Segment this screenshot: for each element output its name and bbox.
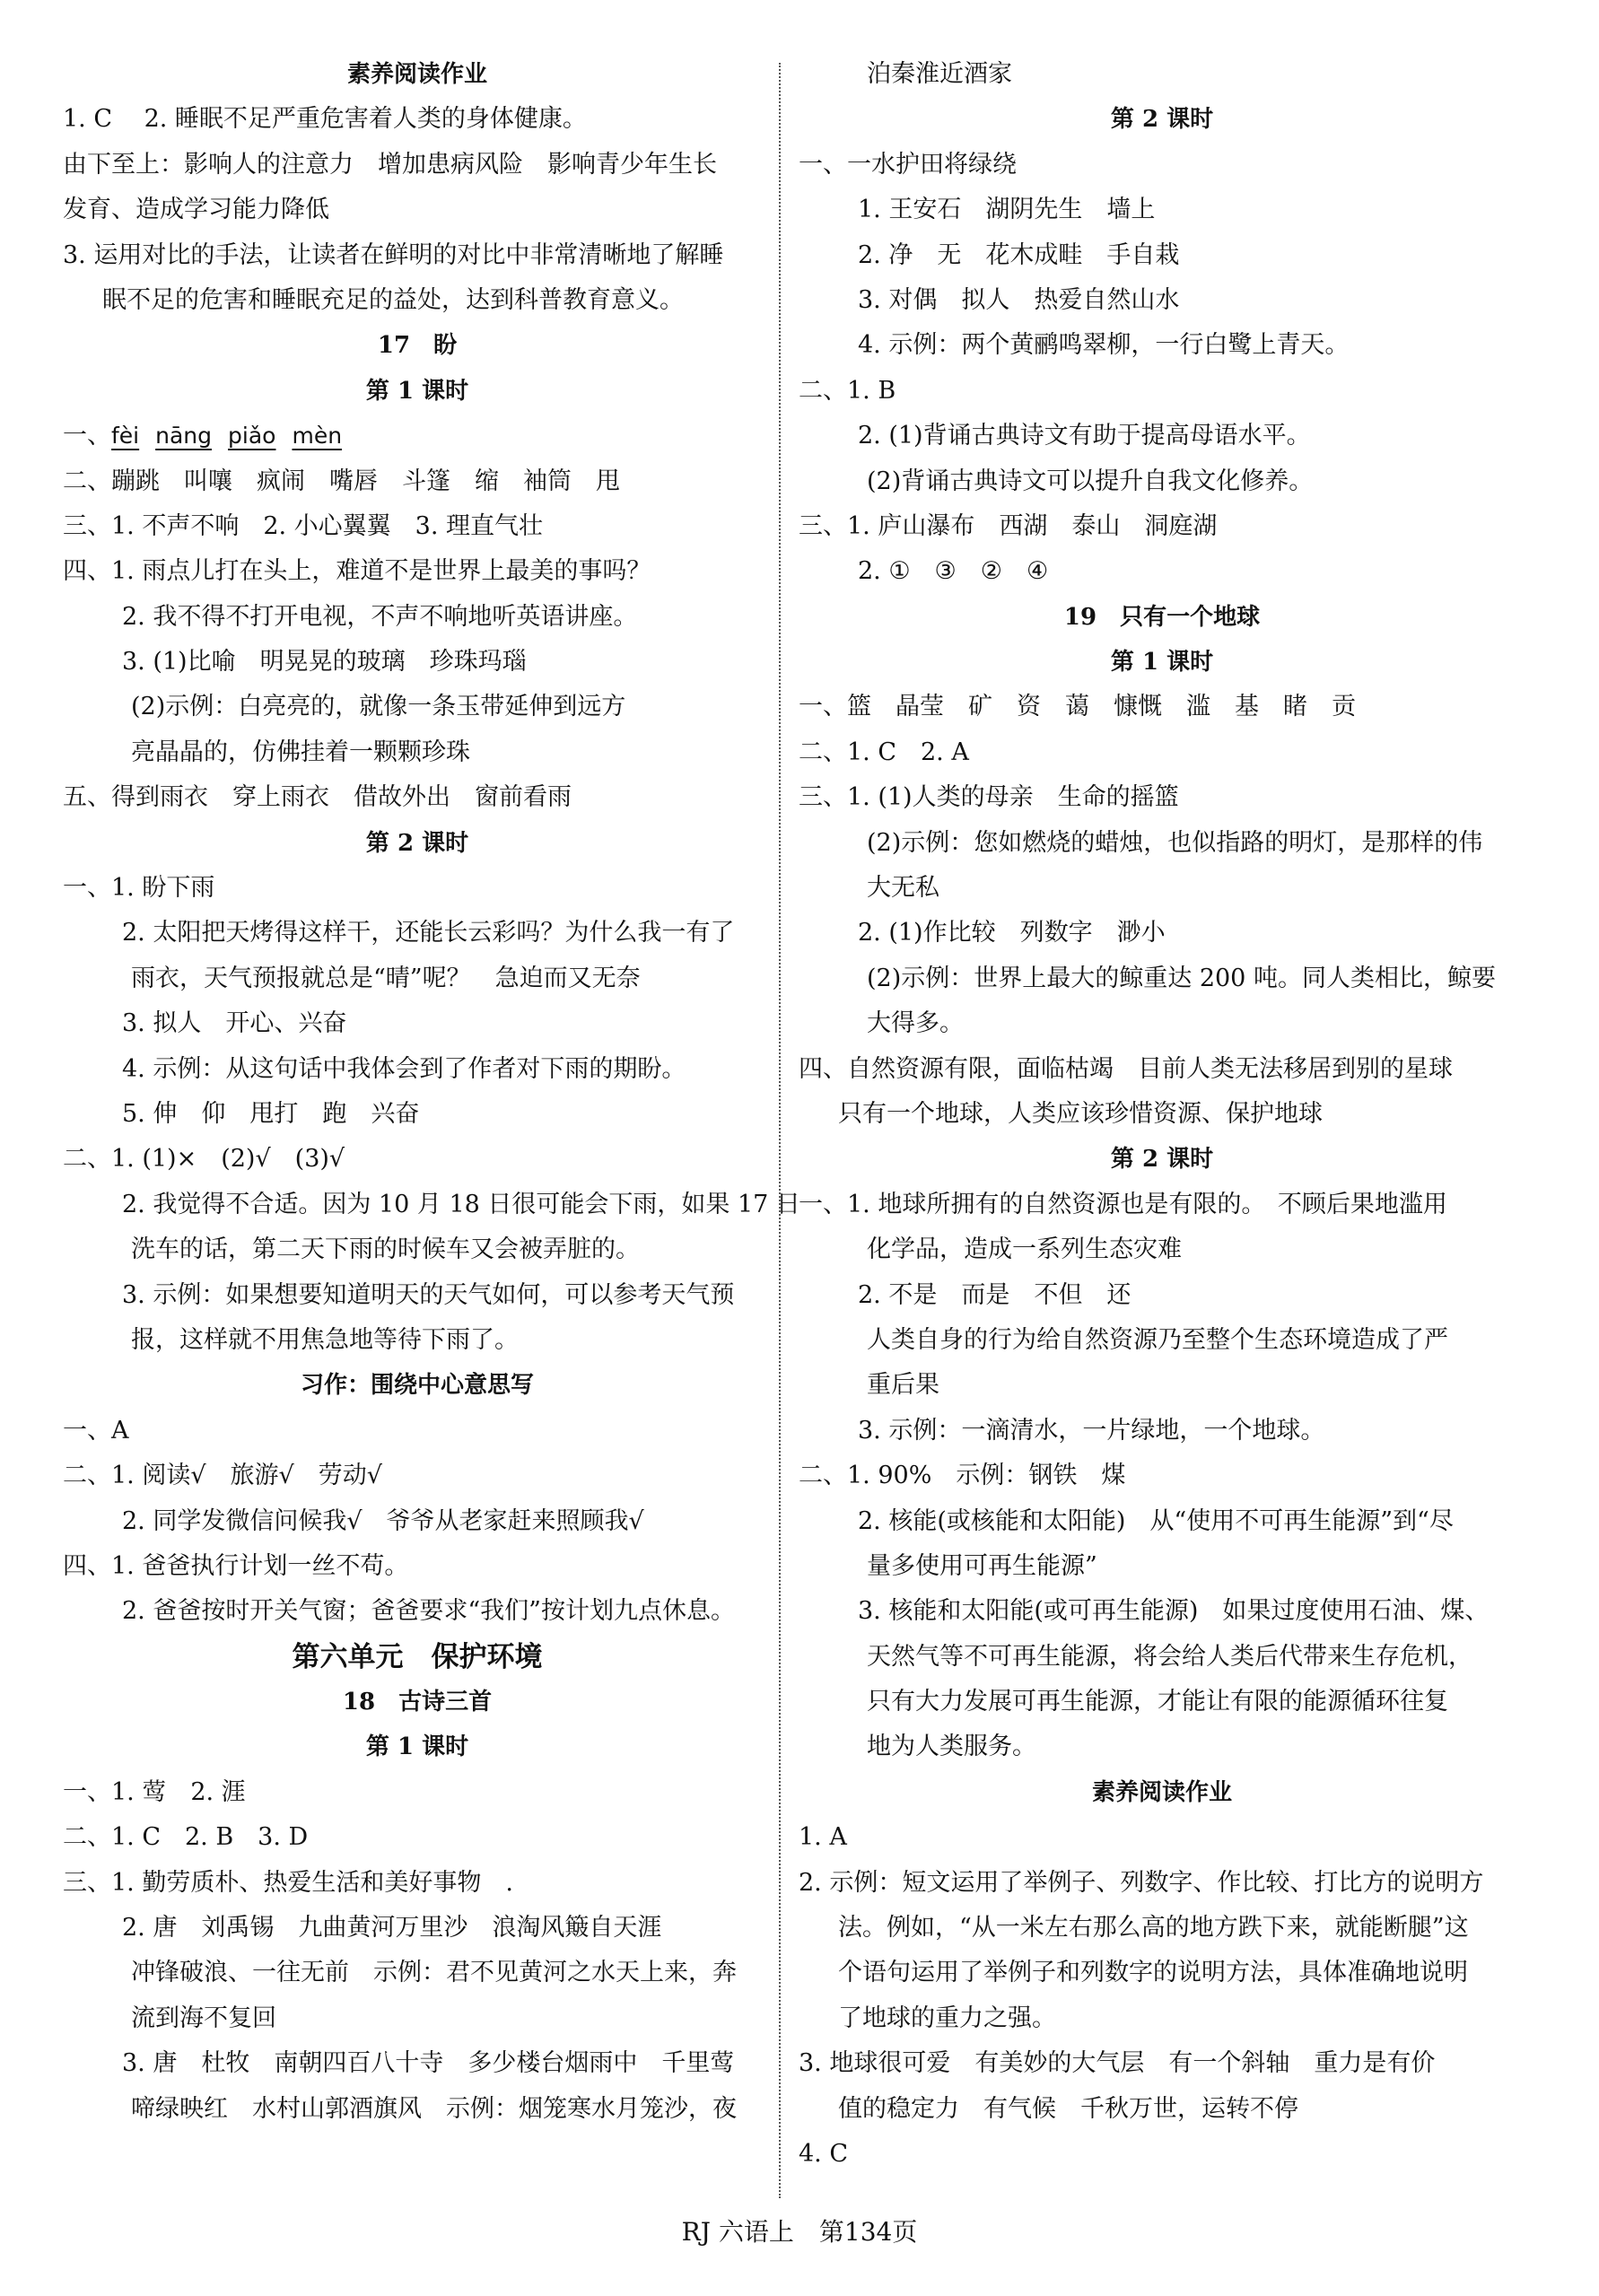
section-title: 第 2 课时: [1110, 1146, 1214, 1174]
section-title: 第 2 课时: [365, 829, 469, 857]
pinyin-line: [63, 414, 772, 458]
answer-line: 洗车的话，第二天下雨的时候车又会被弄脏的。: [131, 1235, 640, 1264]
answer-line: 2. 示例：短文运用了举例子、列数字、作比较、打比方的说明方: [799, 1868, 1484, 1897]
right-column: [799, 52, 1525, 2177]
answer-line: 二、1. C 2. B 3. D: [63, 1823, 309, 1852]
answer-line: 雨衣，天气预报就总是“晴”呢？ 急迫而又无奈: [131, 964, 641, 992]
answer-line: 2. 我不得不打开电视，不声不响地听英语讲座。: [122, 602, 638, 631]
answer-line: 一、A: [63, 1416, 129, 1445]
answer-line: 2. (1)背诵古典诗文有助于提高母语水平。: [858, 422, 1311, 450]
section-title: 第 1 课时: [365, 377, 469, 405]
answer-line: 大得多。: [867, 1009, 964, 1038]
answer-line: 一、1. 盼下雨: [63, 874, 215, 903]
section-title: 第 1 课时: [365, 1733, 469, 1761]
answer-line: 二、蹦跳 叫嚷 疯闹 嘴唇 斗篷 缩 袖筒 甩: [63, 467, 620, 495]
answer-line: 三、1. 庐山瀑布 西湖 泰山 洞庭湖: [799, 511, 1218, 540]
answer-line: 3. 拟人 开心、兴奋: [122, 1009, 347, 1038]
answer-line: 法。例如，“从一米左右那么高的地方跌下来，就能断腿”这: [838, 1914, 1469, 1942]
answer-line: 二、1. 阅读√ 旅游√ 劳动√: [63, 1462, 382, 1490]
answer-line: 泊秦淮近酒家: [867, 60, 1012, 88]
answer-line: (2)示例：您如燃烧的蜡烛，也似指路的明灯，是那样的伟: [867, 828, 1483, 857]
answer-line: 大无私: [867, 874, 939, 903]
answer-line: 2. 净 无 花木成畦 手自栽: [858, 240, 1180, 269]
answer-line: 二、1. 90% 示例：钢铁 煤: [799, 1462, 1126, 1490]
answer-line: 个语句运用了举例子和列数字的说明方法，具体准确地说明: [838, 1959, 1468, 1987]
answer-line: 1. A: [799, 1823, 847, 1852]
answer-line: 2. 唐 刘禹锡 九曲黄河万里沙 浪淘风簸自天涯: [122, 1914, 662, 1942]
answer-line: 三、1. 不声不响 2. 小心翼翼 3. 理直气壮: [63, 511, 544, 540]
pinyin-word: fèi: [111, 423, 140, 450]
answer-line: 亮晶晶的，仿佛挂着一颗颗珍珠: [131, 738, 470, 766]
answer-line: 4. C: [799, 2139, 849, 2168]
answer-line: 只有一个地球，人类应该珍惜资源、保护地球: [838, 1099, 1323, 1128]
answer-line: 一、一水护田将绿绕: [799, 150, 1017, 179]
answer-line: 二、1. (1)× (2)√ (3)√: [63, 1145, 345, 1174]
answer-line: 啼绿映红 水村山郭酒旗风 示例：烟笼寒水月笼沙，夜: [131, 2094, 737, 2123]
section-title: 17 盼: [377, 332, 458, 360]
pinyin-word: nāng: [155, 423, 213, 450]
section-title: 素养阅读作业: [1091, 1778, 1232, 1806]
column-divider: [779, 63, 781, 2198]
answer-line: 2. ① ③ ② ④: [858, 557, 1049, 586]
answer-line: 2. (1)作比较 列数字 渺小: [858, 919, 1166, 947]
answer-line: 2. 核能(或核能和太阳能) 从“使用不可再生能源”到“尽: [858, 1506, 1454, 1535]
page-footer: RJ 六语上 第134页: [681, 2217, 918, 2247]
answer-line: 1. C 2. 睡眠不足严重危害着人类的身体健康。: [63, 105, 587, 134]
answer-line: 2. 太阳把天烤得这样干，还能长云彩吗？为什么我一有了: [122, 919, 735, 947]
answer-line: (2)示例：世界上最大的鲸重达 200 吨。同人类相比，鲸要: [867, 964, 1496, 992]
answer-line: 3. 示例：一滴清水，一片绿地，一个地球。: [858, 1416, 1325, 1445]
answer-line: 5. 伸 仰 甩打 跑 兴奋: [122, 1099, 420, 1128]
answer-line: 一、篮 晶莹 矿 资 蔼 慷慨 滥 基 睹 贡: [799, 693, 1356, 721]
answer-line: 地为人类服务。: [867, 1733, 1036, 1761]
pinyin-word: mèn: [292, 423, 343, 450]
answer-line: 3. 运用对比的手法，让读者在鲜明的对比中非常清晰地了解睡: [63, 240, 724, 269]
answer-line: 2. 我觉得不合适。因为 10 月 18 日很可能会下雨，如果 17 日: [122, 1190, 800, 1218]
answer-line: 3. 唐 杜牧 南朝四百八十寺 多少楼台烟雨中 千里莺: [122, 2049, 735, 2078]
left-column: [63, 52, 800, 2132]
answer-line: 四、1. 雨点儿打在头上，难道不是世界上最美的事吗？: [63, 557, 651, 586]
answer-line: 一、1. 莺 2. 涯: [63, 1777, 246, 1806]
answer-line: 3. 示例：如果想要知道明天的天气如何，可以参考天气预: [122, 1280, 735, 1309]
answer-line: 量多使用可再生能源”: [867, 1551, 1097, 1580]
answer-line: (2)背诵古典诗文可以提升自我文化修养。: [867, 467, 1314, 495]
answer-line: 五、得到雨衣 穿上雨衣 借故外出 窗前看雨: [63, 783, 572, 812]
section-title: 19 只有一个地球: [1063, 603, 1261, 631]
answer-line: 眠不足的危害和睡眠充足的益处，达到科普教育意义。: [102, 285, 684, 314]
answer-line: 发育、造成学习能力降低: [63, 196, 329, 224]
answer-line: 4. 示例：从这句话中我体会到了作者对下雨的期盼。: [122, 1054, 686, 1083]
section-title: 素养阅读作业: [346, 61, 487, 88]
answer-line: 重后果: [867, 1371, 939, 1400]
answer-line: 3. 核能和太阳能(或可再生能源) 如果过度使用石油、煤、: [858, 1597, 1490, 1626]
unit-title: 第六单元 保护环境: [292, 1640, 543, 1673]
section-title: 第 1 课时: [1110, 649, 1214, 677]
answer-line: 化学品，造成一系列生态灾难: [867, 1235, 1182, 1264]
answer-line: 由下至上：影响人的注意力 增加患病风险 影响青少年生长: [63, 150, 717, 179]
pinyin-word: piǎo: [228, 423, 276, 450]
section-title: 第 2 课时: [1110, 106, 1214, 134]
answer-line: 4. 示例：两个黄鹂鸣翠柳，一行白鹭上青天。: [858, 331, 1350, 360]
answer-line: 一、1. 地球所拥有的自然资源也是有限的。 不顾后果地滥用: [799, 1190, 1447, 1218]
answer-line: (2)示例：白亮亮的，就像一条玉带延伸到远方: [131, 693, 626, 721]
answer-line: 冲锋破浪、一往无前 示例：君不见黄河之水天上来，奔: [131, 1959, 737, 1987]
answer-line: 3. (1)比喻 明晃晃的玻璃 珍珠玛瑙: [122, 648, 527, 677]
answer-line: 二、1. B: [799, 376, 896, 405]
answer-line: 值的稳定力 有气候 千秋万世，运转不停: [838, 2094, 1298, 2123]
answer-line: 四、自然资源有限，面临枯竭 目前人类无法移居到别的星球: [799, 1054, 1453, 1083]
answer-line: 2. 爸爸按时开关气窗；爸爸要求“我们”按计划九点休息。: [122, 1597, 735, 1626]
answer-line: 了地球的重力之强。: [838, 2004, 1056, 2032]
answer-line: 3. 对偶 拟人 热爱自然山水: [858, 285, 1180, 314]
section-title: 18 古诗三首: [342, 1689, 493, 1716]
answer-line: 1. 王安石 湖阴先生 墙上: [858, 196, 1156, 224]
answer-line: 人类自身的行为给自然资源乃至整个生态环境造成了严: [867, 1325, 1448, 1354]
answer-line: 3. 地球很可爱 有美妙的大气层 有一个斜轴 重力是有价: [799, 2049, 1436, 2078]
answer-line: 2. 同学发微信问候我√ 爷爷从老家赶来照顾我√: [122, 1506, 644, 1535]
pinyin-prefix: 一、: [63, 422, 111, 450]
answer-line: 天然气等不可再生能源，将会给人类后代带来生存危机，: [867, 1642, 1472, 1671]
answer-line: 报，这样就不用焦急地等待下雨了。: [131, 1325, 519, 1354]
answer-line: 三、1. (1)人类的母亲 生命的摇篮: [799, 783, 1179, 812]
answer-line: 二、1. C 2. A: [799, 738, 969, 766]
answer-line: 流到海不复回: [131, 2004, 276, 2032]
answer-line: 只有大力发展可再生能源，才能让有限的能源循环往复: [867, 1688, 1448, 1716]
answer-line: 2. 不是 而是 不但 还: [858, 1280, 1132, 1309]
section-title: 习作：围绕中心意思写: [300, 1372, 534, 1400]
answer-line: 四、1. 爸爸执行计划一丝不苟。: [63, 1551, 409, 1580]
answer-line: 三、1. 勤劳质朴、热爱生活和美好事物 .: [63, 1868, 513, 1897]
